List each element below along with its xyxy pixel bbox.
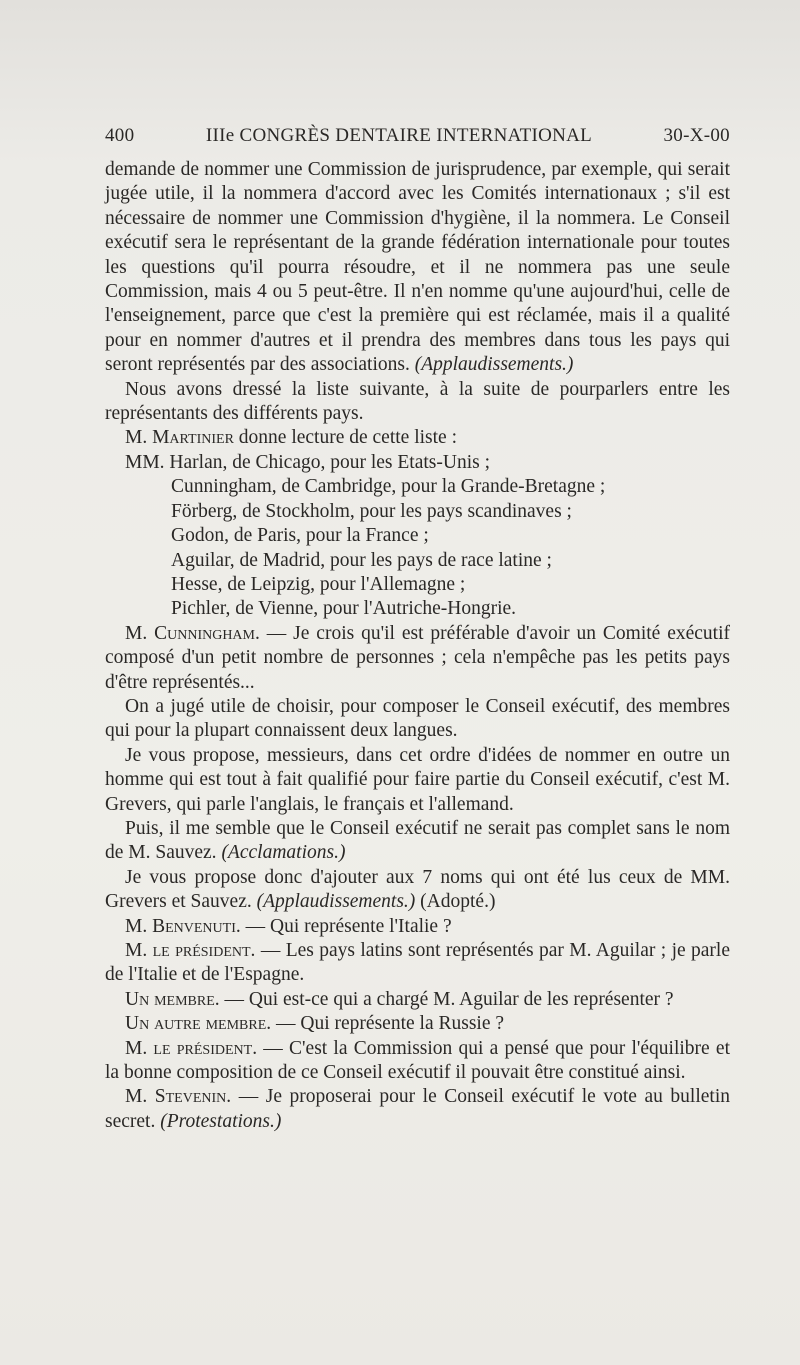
stage-note: (Acclamations.) xyxy=(221,842,346,864)
paragraph: demande de nommer une Commission de jurisprudence, par exemple, qui serait jugée utile, il la nommera d'accord avec les Comités internationaux ; s'il est nécessaire de nommer une Commission d'hygiène, il la nommera. Le Conseil exécutif sera le représentant de la grande fédération internationale pour toutes les questions qu'il pourra résoudre, et il ne nommera pas une seule Commission, mais 4 ou 5 peut-être. Il n'en nomme qu'une aujourd'hui, celle de l'enseignement, parce que c'est la première qui est réclamée, mais il a qualité pour en nommer d'autres et il prendra des membres dans tous les pays qui seront représentés par des associations. (Applaudissements.) xyxy=(105,159,730,376)
running-header xyxy=(105,125,730,147)
speaker: Un autre membre. xyxy=(125,1013,272,1035)
list-item: Cunningham, de Cambridge, pour la Grande-Bretagne ; xyxy=(171,476,606,498)
list-item: Förberg, de Stockholm, pour les pays scandinaves ; xyxy=(171,500,572,522)
speaker: M. Benvenuti. xyxy=(125,915,241,937)
list-item: Aguilar, de Madrid, pour les pays de race latine ; xyxy=(171,549,552,571)
paragraph: Un autre membre. — Qui représente la Russie ? xyxy=(125,1013,505,1035)
paragraph: Nous avons dressé la liste suivante, à la suite de pourparlers entre les représentants des différents pays. xyxy=(105,378,730,425)
list-item: Pichler, de Vienne, pour l'Autriche-Hongrie. xyxy=(171,598,517,620)
speaker: M. Cunningham. xyxy=(125,622,260,644)
speaker: M. le président. xyxy=(125,940,256,961)
paragraph: M. le président. — Les pays latins sont représentés par M. Aguilar ; je parle de l'Italie et de l'Espagne. xyxy=(105,940,731,986)
paragraph: Puis, il me semble que le Conseil exécutif ne serait pas complet sans le nom de M. Sauvez. (Acclamations.) xyxy=(105,817,730,864)
running-title: IIIe CONGRÈS DENTAIRE INTERNATIONAL xyxy=(205,125,593,146)
paragraph: M. Benvenuti. — Qui représente l'Italie ? xyxy=(125,915,452,937)
speaker: M. le président. xyxy=(125,1037,258,1059)
paragraph: M. Martinier donne lecture de cette liste : xyxy=(125,427,457,449)
speaker: M. Martinier xyxy=(125,427,234,449)
stage-note: (Applaudissements.) xyxy=(414,354,574,376)
paragraph: On a jugé utile de choisir, pour composer le Conseil exécutif, des membres qui pour la plupart connaissent deux langues. xyxy=(105,695,730,742)
paragraph: M. Cunningham. — Je crois qu'il est préférable d'avoir un Comité exécutif composé d'un petit nombre de personnes ; cela n'empêche pas les petits pays d'être représentés... xyxy=(105,622,730,693)
speaker: M. Stevenin. xyxy=(125,1086,232,1108)
paragraph: Je vous propose, messieurs, dans cet ordre d'idées de nommer en outre un homme qui est tout à fait qualifié pour faire partie du Conseil exécutif, c'est M. Grevers, qui parle l'anglais, le français et l'allemand. xyxy=(105,744,730,815)
list-item: Godon, de Paris, pour la France ; xyxy=(171,525,429,547)
paragraph: Un membre. — Qui est-ce qui a chargé M. Aguilar de les représenter ? xyxy=(125,988,674,1010)
paragraph: M. Stevenin. — Je proposerai pour le Conseil exécutif le vote au bulletin secret. (Protestations.) xyxy=(105,1086,731,1132)
stage-note: (Protestations.) xyxy=(160,1110,282,1132)
stage-note: (Applaudissements.) xyxy=(256,891,416,913)
speaker: Un membre. xyxy=(125,988,220,1010)
list-head: MM. Harlan, de Chicago, pour les Etats-Unis ; xyxy=(125,451,491,473)
list-item: Hesse, de Leipzig, pour l'Allemagne ; xyxy=(171,573,466,595)
body-text xyxy=(105,158,730,1134)
header-date: 30-X-00 xyxy=(663,125,730,146)
paragraph: M. le président. — C'est la Commission qui a pensé que pour l'équilibre et la bonne composition de ce Conseil exécutif il pouvait être constitué ainsi. xyxy=(105,1037,730,1084)
page-number: 400 xyxy=(105,125,135,146)
paragraph: Je vous propose donc d'ajouter aux 7 noms qui ont été lus ceux de MM. Grevers et Sauvez. (Applaudissements.) (Adopté.) xyxy=(105,866,730,913)
